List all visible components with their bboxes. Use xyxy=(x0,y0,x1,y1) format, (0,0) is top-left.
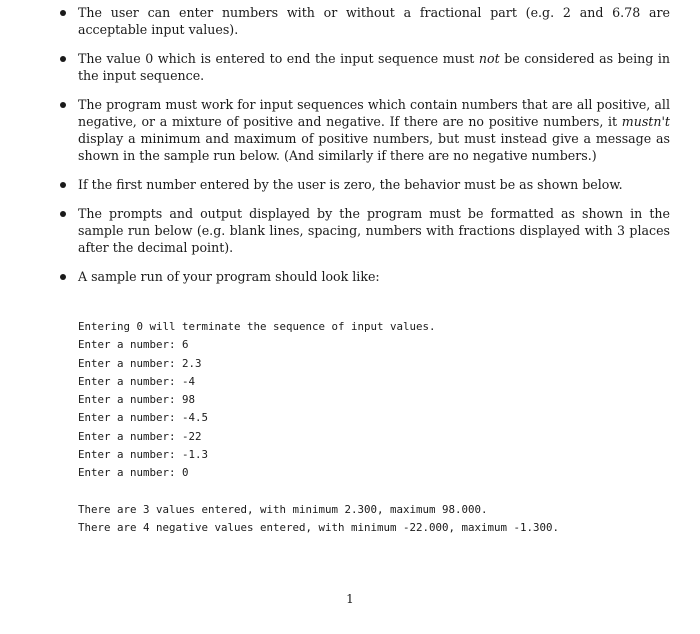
bullet-dot xyxy=(60,274,66,280)
bullet-dot xyxy=(60,182,66,188)
code-blank-line xyxy=(78,483,559,501)
bullet-text: If the first number entered by the user is zero, the behavior must be as shown below. xyxy=(78,177,623,192)
bullet-sign-handling xyxy=(58,96,670,164)
bullet-fractional-input xyxy=(58,4,670,38)
code-line: Enter a number: 0 xyxy=(78,466,189,480)
bullet-first-zero xyxy=(58,176,670,193)
code-line: There are 4 negative values entered, with minimum -22.000, maximum -1.300. xyxy=(78,521,560,535)
bullet-text-emphasis: not xyxy=(478,51,500,66)
code-line: Enter a number: 98 xyxy=(78,393,196,407)
bullet-dot xyxy=(60,56,66,62)
code-line: Entering 0 will terminate the sequence of input values. xyxy=(78,320,436,333)
bullet-text: A sample run of your program should look like: xyxy=(78,269,380,284)
bullet-dot xyxy=(60,10,66,16)
sample-run-output xyxy=(78,318,559,538)
bullet-formatting xyxy=(58,205,670,256)
bullet-sample-run-intro xyxy=(58,268,670,285)
code-line: Enter a number: -1.3 xyxy=(78,448,209,462)
bullet-dot xyxy=(60,211,66,217)
bullet-text-emphasis: mustn't xyxy=(621,114,670,129)
bullet-text-after: be considered as being in the input sequence. xyxy=(78,51,670,83)
bullet-text-after: display a minimum and maximum of positive numbers, but must instead give a message as shown in the sample run below. (And similarly if there are no negative numbers.) xyxy=(78,131,670,163)
code-line: Enter a number: 2.3 xyxy=(78,356,202,370)
bullet-text-before: The value 0 which is entered to end the input sequence must xyxy=(78,51,479,66)
bullet-text: The user can enter numbers with or without a fractional part (e.g. 2 and 6.78 are acceptable input values). xyxy=(78,5,670,37)
code-line: Enter a number: -4 xyxy=(78,374,196,388)
bullet-text: The prompts and output displayed by the program must be formatted as shown in the sample run below (e.g. blank lines, spacing, numbers with fractions displayed with 3 places after the decimal point). xyxy=(78,206,670,255)
page-number: 1 xyxy=(346,592,354,606)
bullet-dot xyxy=(60,102,66,108)
bullet-zero-terminator xyxy=(58,50,670,84)
code-line: Enter a number: -4.5 xyxy=(78,411,209,425)
code-line: Enter a number: -22 xyxy=(78,429,202,443)
requirements-list xyxy=(58,4,670,297)
bullet-text-before: The program must work for input sequences which contain numbers that are all positive, all negative, or a mixture of positive and negative. If there are no positive numbers, it xyxy=(78,97,670,129)
code-line: Enter a number: 6 xyxy=(78,338,189,352)
code-line: There are 3 values entered, with minimum 2.300, maximum 98.000. xyxy=(78,502,488,516)
